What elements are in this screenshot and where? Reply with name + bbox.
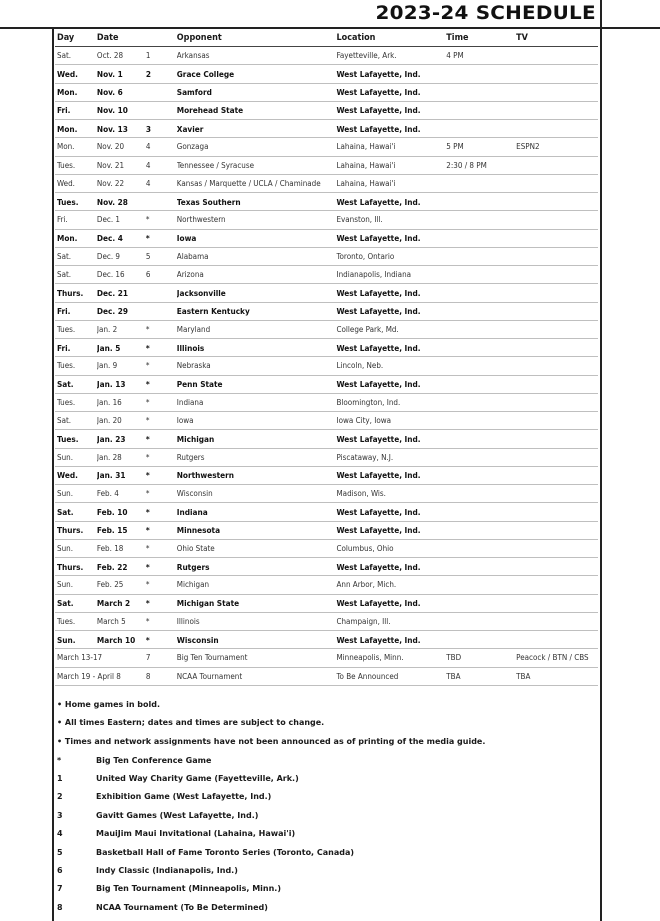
cell-day: Sat. bbox=[57, 598, 74, 609]
cell-date: Dec. 16 bbox=[96, 270, 125, 280]
cell-location: Evanston, Ill. bbox=[336, 215, 383, 225]
cell-opponent: Arizona bbox=[176, 270, 204, 280]
cell-day: Sun. bbox=[57, 634, 76, 645]
note: • Times and network assignments have not been announced as of printing of the media guide. bbox=[57, 736, 486, 746]
legend-key: 5 bbox=[57, 847, 63, 857]
table-row bbox=[55, 157, 598, 175]
cell-mark: * bbox=[145, 580, 150, 590]
schedule-table bbox=[55, 30, 598, 686]
cell-location: Toronto, Ontario bbox=[336, 251, 395, 261]
cell-location: West Lafayette, Ind. bbox=[336, 634, 421, 645]
cell-mark: * bbox=[145, 543, 150, 553]
cell-location: West Lafayette, Ind. bbox=[336, 561, 421, 572]
table-row bbox=[55, 193, 598, 211]
cell-date: Jan. 28 bbox=[96, 452, 122, 462]
cell-location: West Lafayette, Ind. bbox=[336, 233, 421, 244]
cell-day: Thurs. bbox=[57, 561, 84, 572]
cell-day: Sat. bbox=[57, 379, 74, 390]
cell-opponent: Iowa bbox=[176, 233, 197, 244]
cell-opponent: Indiana bbox=[176, 397, 204, 407]
cell-date: March 10 bbox=[96, 634, 136, 645]
cell-time: TBD bbox=[446, 653, 462, 663]
cell-day: Fri. bbox=[57, 306, 71, 317]
table-row bbox=[55, 65, 598, 83]
cell-location: West Lafayette, Ind. bbox=[336, 433, 421, 444]
cell-day: Thurs. bbox=[57, 525, 84, 536]
legend-key: 7 bbox=[57, 884, 63, 894]
cell-location: West Lafayette, Ind. bbox=[336, 306, 421, 317]
cell-day: Mon. bbox=[57, 87, 78, 98]
cell-date: Dec. 9 bbox=[96, 251, 120, 261]
cell-opponent: Big Ten Tournament bbox=[176, 653, 248, 663]
table-row bbox=[55, 120, 598, 138]
cell-opponent: Arkansas bbox=[176, 51, 210, 61]
legend-description: Exhibition Game (West Lafayette, Ind.) bbox=[96, 792, 272, 802]
table-row bbox=[55, 284, 598, 302]
legend-item bbox=[57, 769, 597, 787]
header-tv: TV bbox=[516, 33, 528, 43]
cell-location: West Lafayette, Ind. bbox=[336, 196, 421, 207]
table-row bbox=[55, 503, 598, 521]
cell-mark: 7 bbox=[145, 653, 151, 663]
cell-day: Sun. bbox=[57, 580, 73, 590]
cell-day: Tues. bbox=[57, 433, 79, 444]
table-row bbox=[55, 175, 598, 193]
cell-mark: * bbox=[145, 634, 150, 645]
cell-location: West Lafayette, Ind. bbox=[336, 598, 421, 609]
legend-description: Big Ten Tournament (Minneapolis, Minn.) bbox=[96, 884, 281, 894]
cell-opponent: Tennessee / Syracuse bbox=[176, 160, 255, 170]
cell-date: Jan. 2 bbox=[96, 324, 118, 334]
cell-tv: TBA bbox=[516, 671, 531, 681]
cell-location: Ann Arbor, Mich. bbox=[336, 580, 397, 590]
cell-opponent: Penn State bbox=[176, 379, 223, 390]
cell-mark: 8 bbox=[145, 671, 151, 681]
legend-description: Indy Classic (Indianapolis, Ind.) bbox=[96, 866, 238, 876]
cell-location: West Lafayette, Ind. bbox=[336, 105, 421, 116]
header-day: Day bbox=[57, 33, 75, 43]
legend-description: MauiJim Maui Invitational (Lahaina, Hawai'i) bbox=[96, 829, 296, 839]
table-row bbox=[55, 668, 598, 686]
cell-location: West Lafayette, Ind. bbox=[336, 506, 421, 517]
legend-description: Big Ten Conference Game bbox=[96, 755, 212, 765]
cell-day: Fri. bbox=[57, 215, 68, 225]
legend-key: * bbox=[57, 755, 62, 765]
cell-opponent: Texas Southern bbox=[176, 196, 241, 207]
cell-date: Feb. 22 bbox=[96, 561, 128, 572]
legend-description: Basketball Hall of Fame Toronto Series (Toronto, Canada) bbox=[96, 847, 355, 857]
cell-tv: ESPN2 bbox=[516, 142, 540, 152]
cell-date: Jan. 9 bbox=[96, 361, 118, 371]
note: • Home games in bold. bbox=[57, 700, 161, 709]
legend-key: 1 bbox=[57, 774, 63, 784]
cell-date: Jan. 23 bbox=[96, 433, 126, 444]
table-header bbox=[55, 30, 598, 47]
cell-day: Tues. bbox=[57, 397, 76, 407]
cell-location: West Lafayette, Ind. bbox=[336, 379, 421, 390]
legend-item bbox=[57, 861, 597, 879]
cell-opponent: Iowa bbox=[176, 416, 194, 426]
cell-opponent: NCAA Tournament bbox=[176, 671, 243, 681]
cell-time: 2:30 / 8 PM bbox=[446, 160, 487, 170]
cell-day: Sun. bbox=[57, 452, 73, 462]
cell-location: Lahaina, Hawai'i bbox=[336, 160, 396, 170]
cell-day: Tues. bbox=[57, 160, 76, 170]
header-date: Date bbox=[96, 33, 119, 43]
table-row bbox=[55, 376, 598, 394]
cell-mark: * bbox=[145, 470, 150, 481]
table-row bbox=[55, 613, 598, 631]
cell-location: West Lafayette, Ind. bbox=[336, 287, 421, 298]
cell-location: West Lafayette, Ind. bbox=[336, 68, 421, 79]
cell-mark: * bbox=[145, 489, 150, 499]
cell-date: Feb. 25 bbox=[96, 580, 124, 590]
table-row bbox=[55, 321, 598, 339]
cell-opponent: Gonzaga bbox=[176, 142, 209, 152]
cell-day: Fri. bbox=[57, 105, 71, 116]
cell-opponent: Northwestern bbox=[176, 470, 234, 481]
table-row bbox=[55, 211, 598, 229]
table-row bbox=[55, 430, 598, 448]
cell-date: Nov. 1 bbox=[96, 68, 123, 79]
legend bbox=[57, 751, 597, 917]
cell-location: West Lafayette, Ind. bbox=[336, 525, 421, 536]
cell-opponent: Kansas / Marquette / UCLA / Chaminade bbox=[176, 178, 321, 188]
table-row bbox=[55, 576, 598, 594]
cell-mark: * bbox=[145, 506, 150, 517]
cell-day: Tues. bbox=[57, 616, 76, 626]
table-row bbox=[55, 230, 598, 248]
cell-day: Wed. bbox=[57, 68, 78, 79]
cell-location: Lahaina, Hawai'i bbox=[336, 178, 396, 188]
header-location: Location bbox=[336, 33, 376, 43]
cell-date: Oct. 28 bbox=[96, 51, 124, 61]
page-title: 2023-24 SCHEDULE bbox=[375, 2, 596, 24]
cell-opponent: Grace College bbox=[176, 68, 235, 79]
cell-mark: * bbox=[145, 324, 150, 334]
cell-opponent: Michigan State bbox=[176, 598, 240, 609]
cell-opponent: Michigan bbox=[176, 580, 210, 590]
cell-opponent: Minnesota bbox=[176, 525, 221, 536]
cell-location: College Park, Md. bbox=[336, 324, 399, 334]
table-row bbox=[55, 339, 598, 357]
cell-time: 5 PM bbox=[446, 142, 464, 152]
cell-day: Fri. bbox=[57, 342, 71, 353]
cell-day: Sun. bbox=[57, 543, 73, 553]
cell-date: Jan. 13 bbox=[96, 379, 126, 390]
cell-location: Bloomington, Ind. bbox=[336, 397, 401, 407]
cell-location: Madison, Wis. bbox=[336, 489, 386, 499]
cell-opponent: Wisconsin bbox=[176, 489, 213, 499]
cell-opponent: Wisconsin bbox=[176, 634, 219, 645]
cell-day: Mon. bbox=[57, 233, 78, 244]
table-row bbox=[55, 558, 598, 576]
cell-mark: 4 bbox=[145, 178, 151, 188]
cell-day: Thurs. bbox=[57, 287, 84, 298]
cell-opponent: Eastern Kentucky bbox=[176, 306, 250, 317]
legend-key: 6 bbox=[57, 866, 63, 876]
legend-key: 4 bbox=[57, 829, 63, 839]
cell-date: Dec. 29 bbox=[96, 306, 129, 317]
cell-opponent: Alabama bbox=[176, 251, 209, 261]
table-row bbox=[55, 467, 598, 485]
cell-mark: 1 bbox=[145, 51, 151, 61]
header-time: Time bbox=[446, 33, 469, 43]
cell-day: Tues. bbox=[57, 324, 76, 334]
table-row bbox=[55, 303, 598, 321]
cell-location: To Be Announced bbox=[336, 671, 399, 681]
legend-item bbox=[57, 751, 597, 769]
legend-description: United Way Charity Game (Fayetteville, Ark.) bbox=[96, 774, 299, 784]
cell-mark: * bbox=[145, 342, 150, 353]
cell-opponent: Illinois bbox=[176, 616, 200, 626]
table-row bbox=[55, 394, 598, 412]
cell-location: Lahaina, Hawai'i bbox=[336, 142, 396, 152]
cell-day: March 13-17 bbox=[57, 653, 103, 663]
cell-date: Feb. 10 bbox=[96, 506, 128, 517]
cell-mark: 3 bbox=[145, 123, 151, 134]
cell-mark: * bbox=[145, 361, 150, 371]
table-row bbox=[55, 138, 598, 156]
left-rule bbox=[52, 28, 54, 921]
table-row bbox=[55, 540, 598, 558]
cell-date: Feb. 4 bbox=[96, 489, 119, 499]
cell-date: Nov. 20 bbox=[96, 142, 125, 152]
cell-location: Columbus, Ohio bbox=[336, 543, 394, 553]
cell-mark: 6 bbox=[145, 270, 151, 280]
cell-opponent: Northwestern bbox=[176, 215, 226, 225]
cell-day: March 19 - April 8 bbox=[57, 671, 121, 681]
cell-mark: 5 bbox=[145, 251, 151, 261]
cell-opponent: Maryland bbox=[176, 324, 211, 334]
cell-day: Mon. bbox=[57, 142, 75, 152]
cell-time: TBA bbox=[446, 671, 461, 681]
cell-opponent: Indiana bbox=[176, 506, 208, 517]
cell-date: Dec. 21 bbox=[96, 287, 129, 298]
table-row bbox=[55, 522, 598, 540]
legend-description: Gavitt Games (West Lafayette, Ind.) bbox=[96, 810, 259, 820]
cell-mark: 2 bbox=[145, 68, 151, 79]
cell-mark: * bbox=[145, 215, 150, 225]
cell-day: Mon. bbox=[57, 123, 78, 134]
cell-mark: 4 bbox=[145, 160, 151, 170]
table-row bbox=[55, 649, 598, 667]
cell-opponent: Samford bbox=[176, 87, 212, 98]
table-row bbox=[55, 485, 598, 503]
top-rule bbox=[0, 27, 660, 29]
cell-date: Nov. 13 bbox=[96, 123, 128, 134]
legend-description: NCAA Tournament (To Be Determined) bbox=[96, 902, 268, 912]
cell-day: Tues. bbox=[57, 196, 79, 207]
cell-opponent: Rutgers bbox=[176, 452, 205, 462]
cell-mark: * bbox=[145, 525, 150, 536]
cell-mark: * bbox=[145, 561, 150, 572]
cell-date: Nov. 22 bbox=[96, 178, 125, 188]
table-row bbox=[55, 84, 598, 102]
cell-location: West Lafayette, Ind. bbox=[336, 87, 421, 98]
notes bbox=[57, 696, 597, 751]
table-row bbox=[55, 47, 598, 65]
cell-mark: 4 bbox=[145, 142, 151, 152]
cell-day: Sat. bbox=[57, 506, 74, 517]
legend-item bbox=[57, 843, 597, 861]
cell-opponent: Ohio State bbox=[176, 543, 215, 553]
cell-location: Minneapolis, Minn. bbox=[336, 653, 404, 663]
cell-opponent: Jacksonville bbox=[176, 287, 226, 298]
legend-item bbox=[57, 898, 597, 916]
cell-date: Nov. 10 bbox=[96, 105, 128, 116]
cell-date: March 2 bbox=[96, 598, 131, 609]
cell-date: Feb. 15 bbox=[96, 525, 128, 536]
cell-location: Lincoln, Neb. bbox=[336, 361, 384, 371]
cell-day: Sat. bbox=[57, 416, 72, 426]
cell-date: Jan. 31 bbox=[96, 470, 126, 481]
table-row bbox=[55, 248, 598, 266]
cell-location: Iowa City, Iowa bbox=[336, 416, 392, 426]
table-row bbox=[55, 449, 598, 467]
table-row bbox=[55, 266, 598, 284]
legend-key: 2 bbox=[57, 792, 63, 802]
cell-day: Wed. bbox=[57, 178, 75, 188]
cell-date: Jan. 20 bbox=[96, 416, 122, 426]
cell-mark: * bbox=[145, 433, 150, 444]
right-rule bbox=[600, 0, 602, 921]
cell-date: Nov. 21 bbox=[96, 160, 125, 170]
cell-time: 4 PM bbox=[446, 51, 464, 61]
cell-mark: * bbox=[145, 397, 150, 407]
cell-opponent: Rutgers bbox=[176, 561, 210, 572]
cell-date: Feb. 18 bbox=[96, 543, 124, 553]
cell-opponent: Michigan bbox=[176, 433, 215, 444]
header-opponent: Opponent bbox=[176, 33, 222, 43]
legend-key: 3 bbox=[57, 810, 63, 820]
table-row bbox=[55, 412, 598, 430]
cell-date: Dec. 1 bbox=[96, 215, 120, 225]
legend-key: 8 bbox=[57, 902, 63, 912]
cell-mark: * bbox=[145, 452, 150, 462]
cell-opponent: Nebraska bbox=[176, 361, 211, 371]
cell-mark: * bbox=[145, 616, 150, 626]
cell-day: Sat. bbox=[57, 51, 72, 61]
table-body bbox=[55, 47, 598, 686]
cell-day: Tues. bbox=[57, 361, 76, 371]
cell-date: Dec. 4 bbox=[96, 233, 123, 244]
cell-day: Sun. bbox=[57, 489, 73, 499]
cell-date: Jan. 16 bbox=[96, 397, 122, 407]
cell-mark: * bbox=[145, 416, 150, 426]
table-row bbox=[55, 595, 598, 613]
cell-location: Champaign, Ill. bbox=[336, 616, 391, 626]
cell-date: Nov. 28 bbox=[96, 196, 128, 207]
cell-location: West Lafayette, Ind. bbox=[336, 123, 421, 134]
legend-item bbox=[57, 825, 597, 843]
legend-item bbox=[57, 788, 597, 806]
table-row bbox=[55, 631, 598, 649]
cell-opponent: Illinois bbox=[176, 342, 205, 353]
cell-tv: Peacock / BTN / CBS bbox=[516, 653, 589, 663]
note: • All times Eastern; dates and times are subject to change. bbox=[57, 718, 325, 728]
cell-mark: * bbox=[145, 233, 150, 244]
cell-date: Jan. 5 bbox=[96, 342, 121, 353]
legend-item bbox=[57, 806, 597, 824]
cell-mark: * bbox=[145, 379, 150, 390]
cell-day: Wed. bbox=[57, 470, 78, 481]
cell-location: West Lafayette, Ind. bbox=[336, 342, 421, 353]
cell-date: March 5 bbox=[96, 616, 126, 626]
cell-location: Indianapolis, Indiana bbox=[336, 270, 412, 280]
table-row bbox=[55, 357, 598, 375]
cell-location: Piscataway, N.J. bbox=[336, 452, 394, 462]
table-row bbox=[55, 102, 598, 120]
cell-opponent: Morehead State bbox=[176, 105, 244, 116]
cell-day: Sat. bbox=[57, 251, 72, 261]
legend-item bbox=[57, 880, 597, 898]
cell-location: Fayetteville, Ark. bbox=[336, 51, 397, 61]
cell-date: Nov. 6 bbox=[96, 87, 123, 98]
cell-mark: * bbox=[145, 598, 150, 609]
cell-opponent: Xavier bbox=[176, 123, 204, 134]
cell-day: Sat. bbox=[57, 270, 72, 280]
cell-location: West Lafayette, Ind. bbox=[336, 470, 421, 481]
